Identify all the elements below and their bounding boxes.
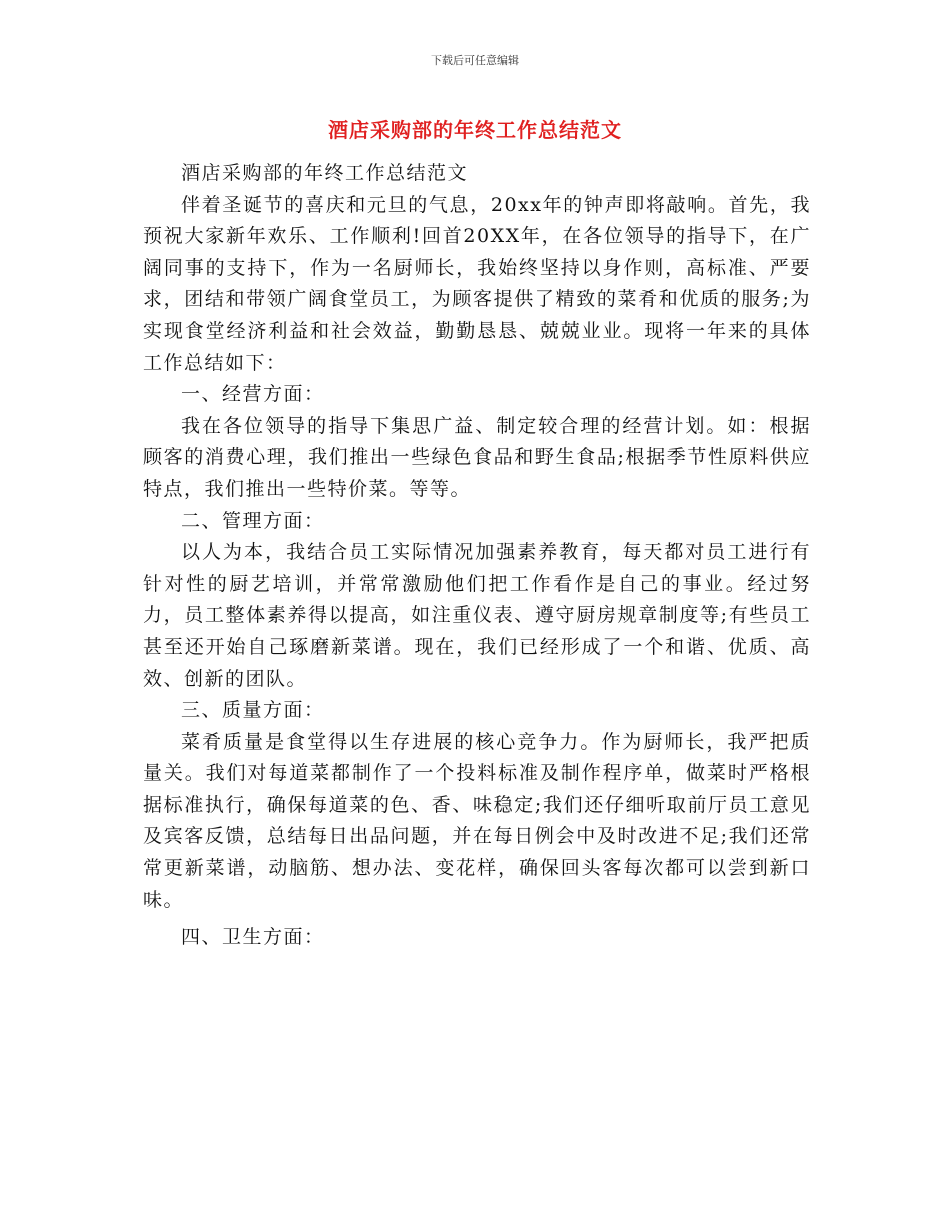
paragraph-subtitle: 酒店采购部的年终工作总结范文 xyxy=(181,162,469,184)
section-heading-operations: 一、经营方面： xyxy=(181,383,325,406)
section-heading-quality: 三、质量方面： xyxy=(181,699,325,722)
header-note: 下载后可任意编辑 xyxy=(431,54,519,67)
section-heading-hygiene: 四、卫生方面： xyxy=(181,926,325,949)
paragraph-intro: 伴着圣诞节的喜庆和元旦的气息，20xx年的钟声即将敲响。首先，我预祝大家新年欢乐、工作顺利!回首20XX年，在各位领导的指导下，在广阔同事的支持下，作为一名厨师长，我始终坚持以身作则，高标准、严要求，团结和带领广阔食堂员工，为顾客提供了精致的菜肴和优质的服务;为实现食堂经济利益和社会效益，勤勤恳恳、兢兢业业。现将一年来的具体工作总结如下： xyxy=(143,193,811,374)
paragraph-operations: 我在各位领导的指导下集思广益、制定较合理的经营计划。如：根据顾客的消费心理，我们推出一些绿色食品和野生食品;根据季节性原料供应特点，我们推出一些特价菜。等等。 xyxy=(143,414,811,500)
section-heading-management: 二、管理方面： xyxy=(181,509,325,532)
document-title: 酒店采购部的年终工作总结范文 xyxy=(328,118,622,142)
paragraph-management: 以人为本，我结合员工实际情况加强素养教育，每天都对员工进行有针对性的厨艺培训，并常常激励他们把工作看作是自己的事业。经过努力，员工整体素养得以提高，如注重仪表、遵守厨房规章制度等;有些员工甚至还开始自己琢磨新菜谱。现在，我们已经形成了一个和谐、优质、高效、创新的团队。 xyxy=(143,541,811,690)
document-body xyxy=(143,158,811,954)
paragraph-quality: 菜肴质量是食堂得以生存进展的核心竞争力。作为厨师长，我严把质量关。我们对每道菜都制作了一个投料标准及制作程序单，做菜时严格根据标准执行，确保每道菜的色、香、味稳定;我们还仔细听取前厅员工意见及宾客反馈，总结每日出品问题，并在每日例会中及时改进不足;我们还常常更新菜谱，动脑筋、想办法、变花样，确保回头客每次都可以尝到新口味。 xyxy=(143,730,811,911)
